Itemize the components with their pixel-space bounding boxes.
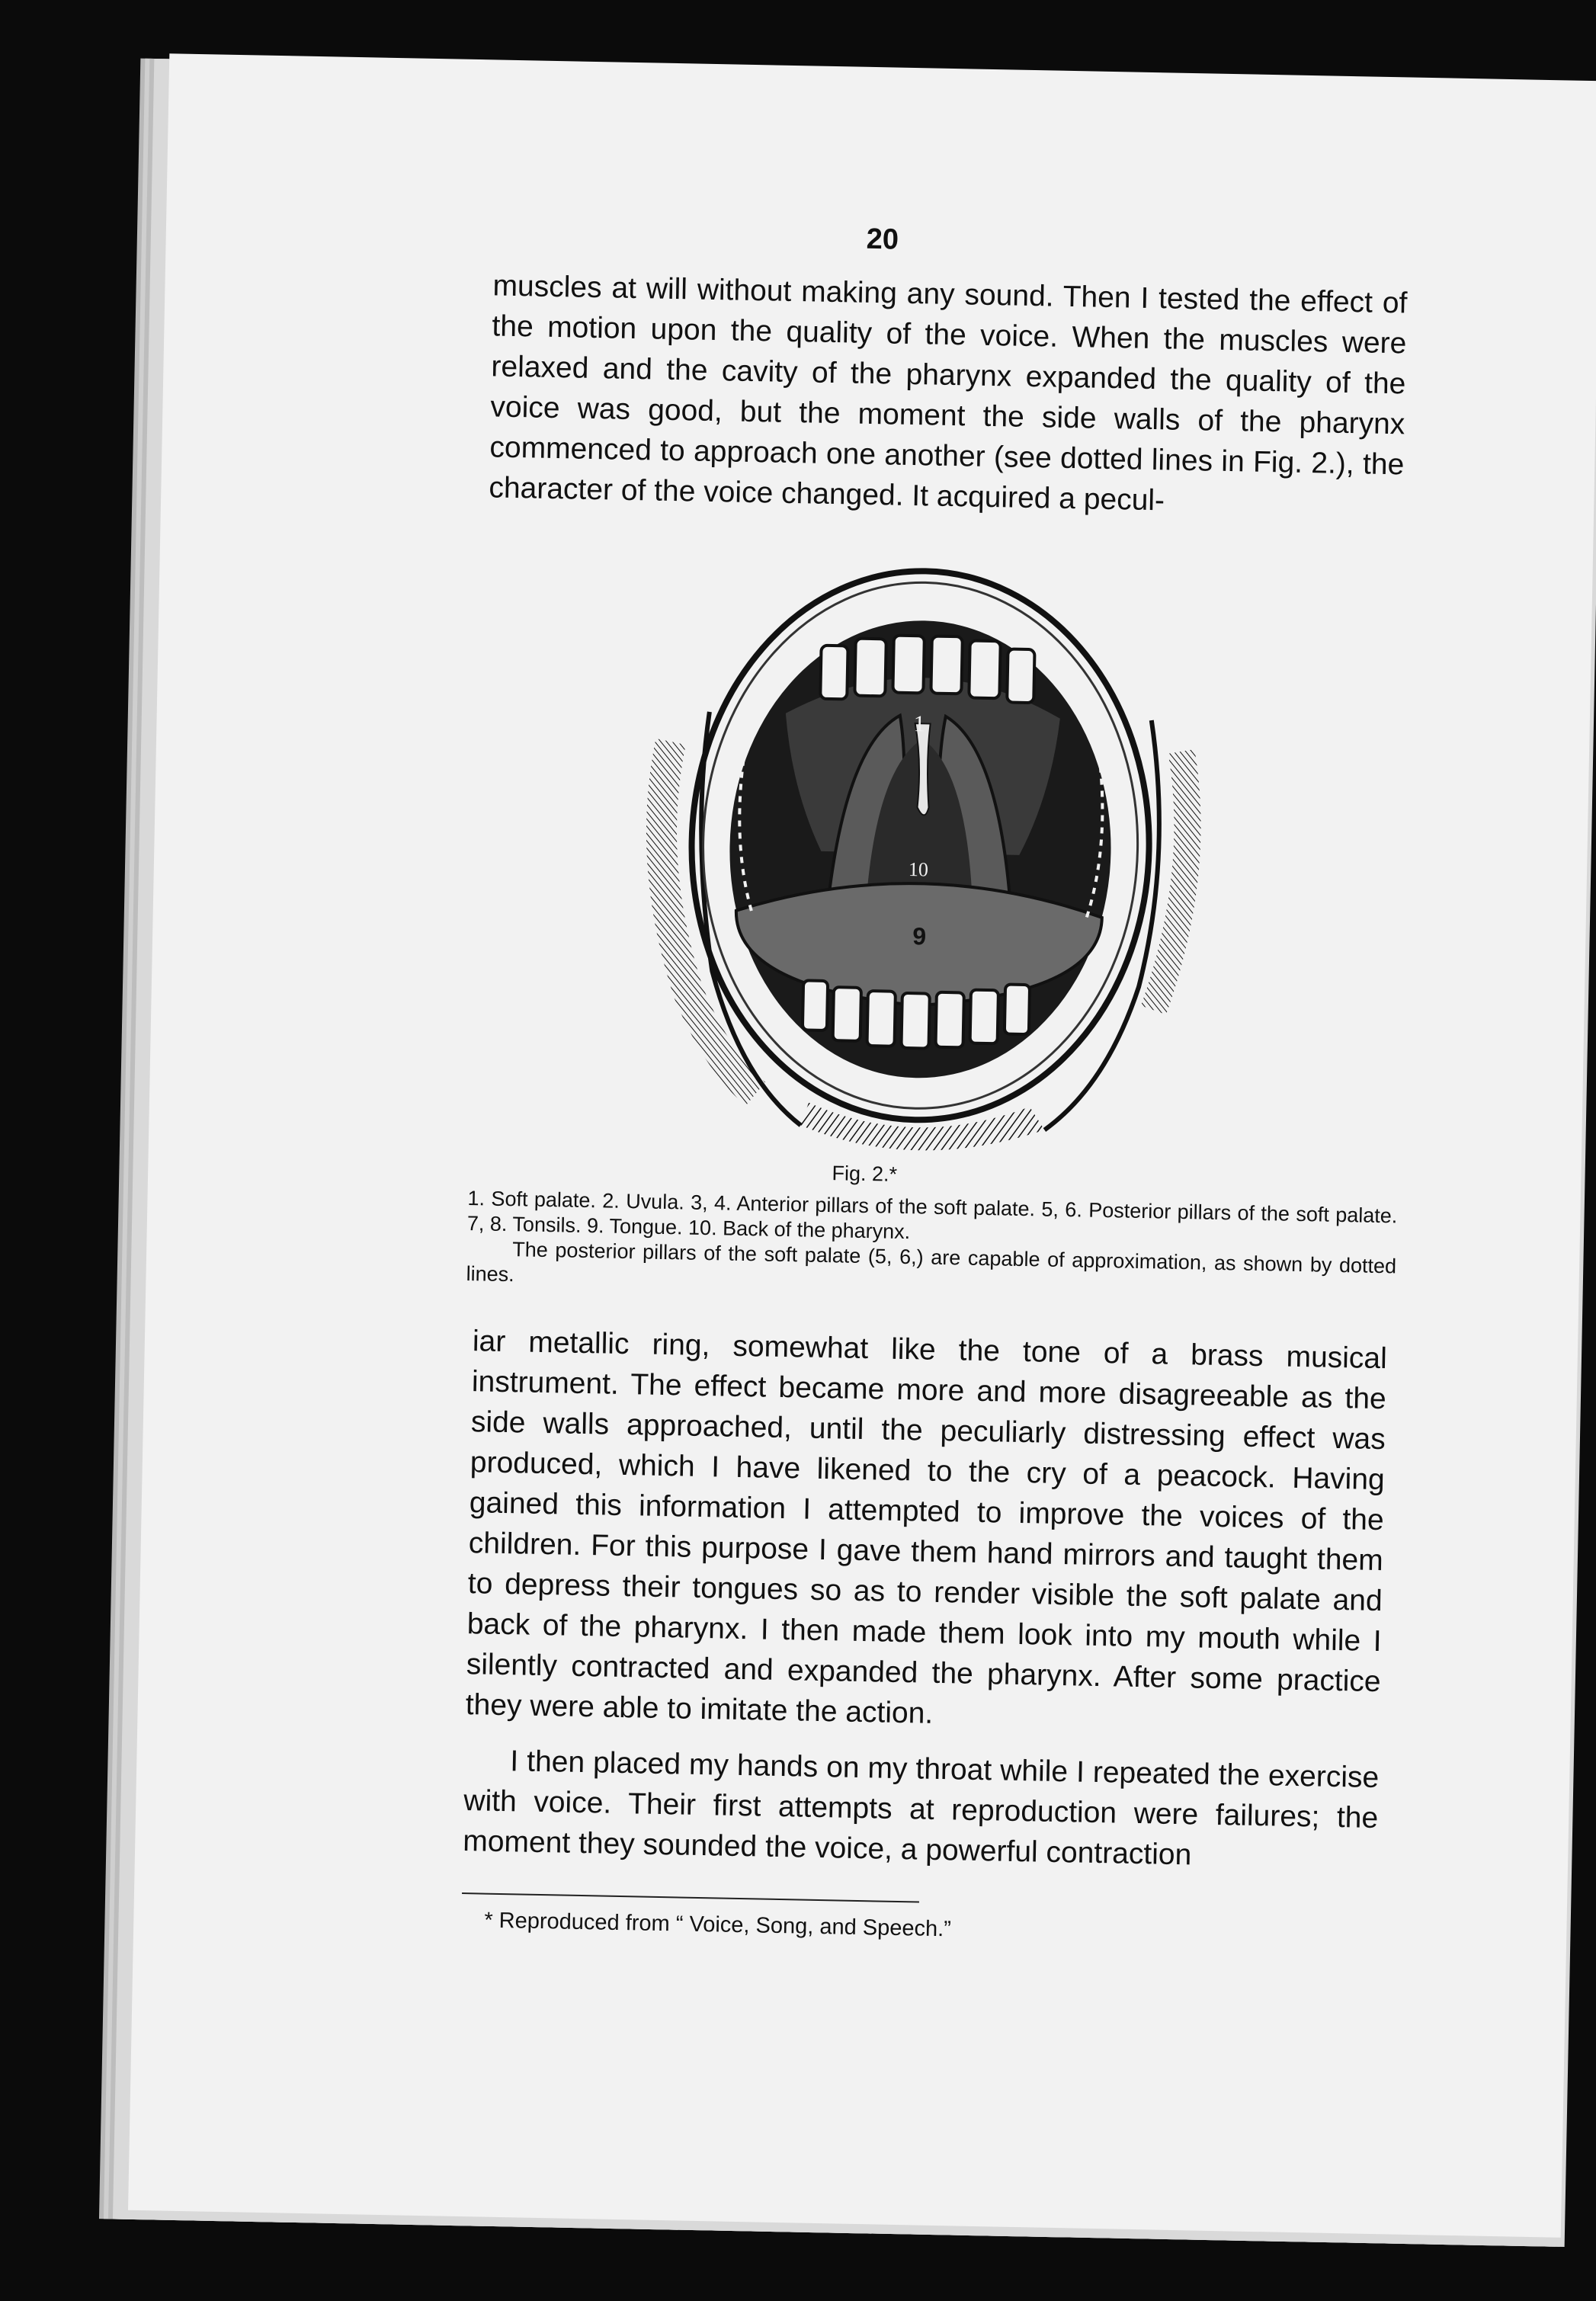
footnote-divider bbox=[462, 1892, 919, 1903]
paragraph-last: I then placed my hands on my throat while I repeated the exercise with voice. Their first attempts at reproduction were failures; the moment they sounded the voice, a powerful contraction bbox=[462, 1745, 1380, 1872]
caption-legend: 1. Soft palate. 2. Uvula. 3, 4. Anterior pillars of the soft palate. 5, 6. Posterior pillars of the soft palate. 7, 8. Tonsils. 9. Tongue. 10. Back of the pharynx. bbox=[466, 1187, 1398, 1244]
mouth-illustration bbox=[617, 543, 1208, 1163]
mouth-drawing bbox=[617, 543, 1208, 1163]
body-text-bottom bbox=[463, 1321, 1387, 1879]
page-number: 20 bbox=[866, 223, 899, 256]
caption-note: The posterior pillars of the soft palate (5, 6,) are capable of approximation, as shown by dotted lines. bbox=[466, 1238, 1397, 1287]
figure-label: Fig. 2.* bbox=[832, 1162, 898, 1186]
figure-caption bbox=[466, 1186, 1397, 1304]
footnote: * Reproduced from “ Voice, Song, and Speech.” bbox=[484, 1908, 952, 1942]
marker-tongue: 9 bbox=[912, 922, 927, 950]
book-page bbox=[128, 53, 1596, 2238]
marker-soft-palate: 1 bbox=[913, 711, 925, 737]
body-text-top bbox=[489, 265, 1408, 525]
paragraph-bottom: iar metallic ring, somewhat like the tone of a brass musical instrument. The effect became more and more disagreeable as the side walls approached, until the peculiarly distressing effect was produced, which I have likened to the cry of a peacock. Having gained this information I attempted to improve the voices of the children. For this purpose I gave them hand mirrors and taught them to depress their tongues so as to render visible the soft palate and back of the pharynx. I then made them look into my mouth while I silently contracted and expanded the pharynx. After some practice they were able to imitate the action. bbox=[465, 1325, 1388, 1730]
paragraph-top: muscles at will without making any sound. Then I tested the effect of the motion upon the quality of the voice. When the muscles were relaxed and the cavity of the pharynx expanded the quality of the voice was good, but the moment the side walls of the pharynx commenced to approach one another (see dotted lines in Fig. 2.), the character of the voice changed. It acquired a pecul- bbox=[489, 269, 1408, 518]
marker-pharynx: 10 bbox=[908, 858, 929, 881]
